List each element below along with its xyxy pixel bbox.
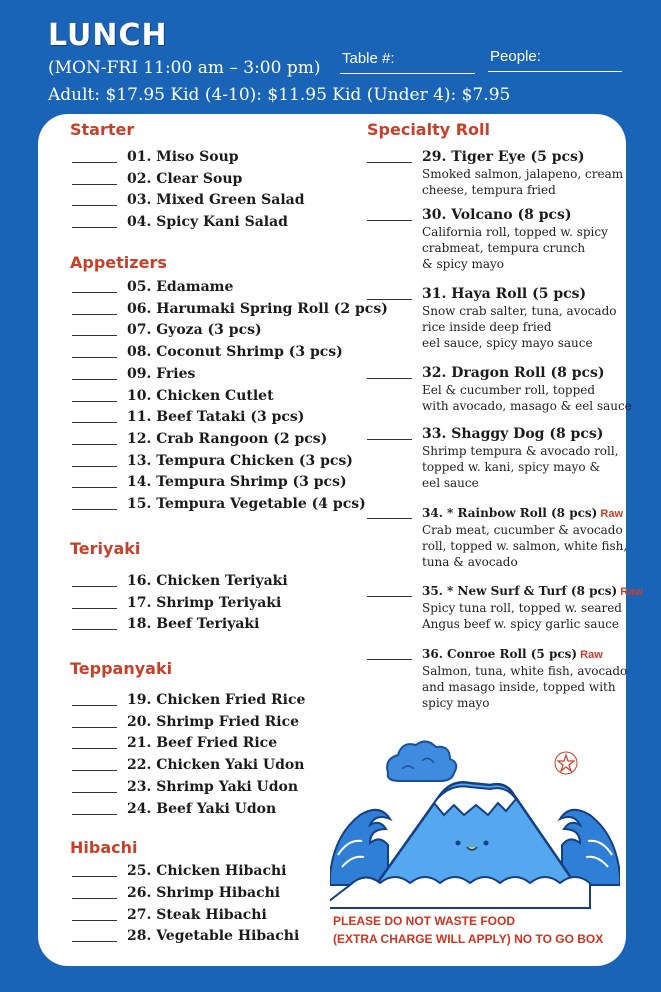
quantity-blank[interactable] xyxy=(72,814,117,815)
quantity-blank[interactable] xyxy=(72,898,117,899)
menu-item xyxy=(72,453,353,469)
menu-item-label: 03. Mixed Green Salad xyxy=(127,192,305,209)
cloud-icon xyxy=(387,741,456,781)
menu-item xyxy=(72,885,280,901)
specialty-roll-item xyxy=(367,365,632,414)
quantity-blank[interactable] xyxy=(72,227,117,228)
people-count-field[interactable]: People: xyxy=(488,48,622,72)
quantity-blank[interactable] xyxy=(72,770,117,771)
menu-item-label: 17. Shrimp Teriyaki xyxy=(127,594,282,611)
specialty-roll-label: 31. Haya Roll (5 pcs) xyxy=(422,286,587,302)
quantity-blank[interactable] xyxy=(72,941,117,942)
quantity-blank[interactable] xyxy=(72,586,117,587)
menu-item-label: 22. Chicken Yaki Udon xyxy=(127,757,305,774)
menu-prices: Adult: $17.95 Kid (4-10): $11.95 Kid (Under 4): $7.95 xyxy=(48,85,511,105)
specialty-roll-description: Smoked salmon, jalapeno, cream cheese, tempura fried xyxy=(422,167,624,197)
specialty-roll-name xyxy=(367,583,643,599)
quantity-blank[interactable] xyxy=(72,727,117,728)
menu-item xyxy=(72,714,299,730)
menu-item-label: 04. Spicy Kani Salad xyxy=(127,213,288,230)
specialty-roll-name xyxy=(367,286,617,302)
menu-item-label: 01. Miso Soup xyxy=(127,149,239,165)
quantity-blank[interactable] xyxy=(72,184,117,185)
quantity-blank[interactable] xyxy=(367,299,412,300)
menu-item xyxy=(72,757,304,773)
raw-badge: Raw xyxy=(617,586,643,598)
section-teriyaki-title: Teriyaki xyxy=(70,539,141,558)
quantity-blank[interactable] xyxy=(72,357,117,358)
specialty-roll-item xyxy=(367,505,627,570)
specialty-roll-description: Spicy tuna roll, topped w. seared Angus beef w. spicy garlic sauce xyxy=(422,601,622,631)
menu-item-label: 11. Beef Tataki (3 pcs) xyxy=(127,409,305,426)
raw-badge: Raw xyxy=(597,508,624,520)
specialty-roll-name xyxy=(367,149,623,165)
specialty-roll-item xyxy=(367,207,608,272)
menu-item-label: 23. Shrimp Yaki Udon xyxy=(127,778,299,795)
mountain-icon xyxy=(376,782,576,885)
menu-item xyxy=(72,171,242,187)
specialty-roll-name xyxy=(367,505,627,521)
quantity-blank[interactable] xyxy=(72,608,117,609)
quantity-blank[interactable] xyxy=(72,444,117,445)
specialty-roll-description: Eel & cucumber roll, topped with avocado, masago & eel sauce xyxy=(422,383,632,413)
quantity-blank[interactable] xyxy=(367,220,412,221)
flower-icon xyxy=(555,752,577,774)
quantity-blank[interactable] xyxy=(72,466,117,467)
menu-item xyxy=(72,388,274,404)
quantity-blank[interactable] xyxy=(72,629,117,630)
menu-item xyxy=(72,496,366,512)
menu-hours: (MON-FRI 11:00 am – 3:00 pm) xyxy=(48,58,321,78)
specialty-roll-description: California roll, topped w. spicy crabmeat, tempura crunch & spicy mayo xyxy=(422,225,608,271)
specialty-roll-item xyxy=(367,426,619,491)
foam-icon xyxy=(330,877,590,908)
menu-item-label: 05. Edamame xyxy=(127,279,234,295)
quantity-blank[interactable] xyxy=(367,378,412,379)
menu-item xyxy=(72,616,259,632)
specialty-roll-label: 35. * New Surf & Turf (8 pcs) xyxy=(422,584,618,598)
quantity-blank[interactable] xyxy=(72,705,117,706)
menu-item xyxy=(72,301,388,317)
quantity-blank[interactable] xyxy=(367,439,412,440)
mountain-wave-illustration xyxy=(330,735,620,910)
menu-item-label: 26. Shrimp Hibachi xyxy=(127,884,281,901)
specialty-roll-name xyxy=(367,646,627,662)
specialty-roll-label: 36. Conroe Roll (5 pcs) xyxy=(422,647,578,661)
menu-item-label: 09. Fries xyxy=(127,365,196,382)
menu-item-label: 15. Tempura Vegetable (4 pcs) xyxy=(127,496,366,512)
menu-item-label: 28. Vegetable Hibachi xyxy=(127,928,300,945)
quantity-blank[interactable] xyxy=(72,314,117,315)
menu-item xyxy=(72,322,262,338)
quantity-blank[interactable] xyxy=(72,292,117,293)
menu-item-label: 06. Harumaki Spring Roll (2 pcs) xyxy=(127,300,388,317)
specialty-roll-item xyxy=(367,149,623,198)
menu-item xyxy=(72,149,239,165)
quantity-blank[interactable] xyxy=(72,379,117,380)
menu-item xyxy=(72,279,233,295)
menu-item xyxy=(72,735,277,751)
specialty-roll-item xyxy=(367,583,643,632)
specialty-roll-label: 33. Shaggy Dog (8 pcs) xyxy=(422,426,604,442)
warning-line-1: PLEASE DO NOT WASTE FOOD xyxy=(333,914,516,928)
quantity-blank[interactable] xyxy=(367,596,412,597)
menu-item xyxy=(72,907,267,923)
menu-item xyxy=(72,928,299,944)
menu-item-label: 18. Beef Teriyaki xyxy=(127,616,260,633)
menu-item xyxy=(72,474,347,490)
menu-item-label: 24. Beef Yaki Udon xyxy=(127,800,277,817)
menu-item-label: 21. Beef Fried Rice xyxy=(127,735,278,752)
section-teppanyaki-title: Teppanyaki xyxy=(70,659,173,678)
specialty-roll-name xyxy=(367,207,608,223)
quantity-blank[interactable] xyxy=(72,487,117,488)
menu-item-label: 02. Clear Soup xyxy=(127,170,243,187)
quantity-blank[interactable] xyxy=(72,748,117,749)
quantity-blank[interactable] xyxy=(72,920,117,921)
menu-item-label: 10. Chicken Cutlet xyxy=(127,387,274,404)
quantity-blank[interactable] xyxy=(72,205,117,206)
quantity-blank[interactable] xyxy=(72,335,117,336)
wave-left-icon xyxy=(330,810,390,885)
menu-item xyxy=(72,863,286,879)
specialty-roll-description: Snow crab salter, tuna, avocado rice inside deep fried eel sauce, spicy mayo sauce xyxy=(422,304,617,350)
specialty-roll-label: 34. * Rainbow Roll (8 pcs) xyxy=(422,506,598,520)
menu-item-label: 08. Coconut Shrimp (3 pcs) xyxy=(127,344,343,361)
specialty-roll-label: 29. Tiger Eye (5 pcs) xyxy=(422,149,585,165)
menu-item-label: 12. Crab Rangoon (2 pcs) xyxy=(127,430,328,447)
menu-item xyxy=(72,573,288,589)
specialty-roll-description: Salmon, tuna, white fish, avocado and masago inside, topped with spicy mayo xyxy=(422,664,628,710)
quantity-blank[interactable] xyxy=(367,162,412,163)
section-specialty-title: Specialty Roll xyxy=(367,120,491,139)
raw-badge: Raw xyxy=(577,649,603,661)
menu-item-label: 16. Chicken Teriyaki xyxy=(127,573,288,589)
specialty-roll-description: Crab meat, cucumber & avocado roll, topped w. salmon, white fish, tuna & avocado xyxy=(422,523,628,569)
section-starter-title: Starter xyxy=(70,120,135,139)
menu-item-label: 27. Steak Hibachi xyxy=(127,906,267,923)
quantity-blank[interactable] xyxy=(72,401,117,402)
quantity-blank[interactable] xyxy=(72,162,117,163)
quantity-blank[interactable] xyxy=(72,509,117,510)
quantity-blank[interactable] xyxy=(72,792,117,793)
menu-item xyxy=(72,692,305,708)
section-appetizers-title: Appetizers xyxy=(70,253,167,272)
warning-line-2: (EXTRA CHARGE WILL APPLY) NO TO GO BOX xyxy=(333,932,604,946)
quantity-blank[interactable] xyxy=(72,876,117,877)
menu-item-label: 20. Shrimp Fried Rice xyxy=(127,713,300,730)
menu-item xyxy=(72,409,304,425)
menu-item-label: 07. Gyoza (3 pcs) xyxy=(127,322,262,339)
menu-item xyxy=(72,366,195,382)
quantity-blank[interactable] xyxy=(367,518,412,519)
specialty-roll-label: 32. Dragon Roll (8 pcs) xyxy=(422,365,605,381)
section-hibachi-title: Hibachi xyxy=(70,838,138,857)
specialty-roll-item xyxy=(367,646,627,711)
specialty-roll-name xyxy=(367,426,619,442)
menu-item-label: 13. Tempura Chicken (3 pcs) xyxy=(127,452,353,469)
warning-note xyxy=(333,912,603,948)
table-number-field[interactable]: Table #: xyxy=(340,50,475,74)
menu-item-label: 14. Tempura Shrimp (3 pcs) xyxy=(127,474,347,491)
specialty-roll-item xyxy=(367,286,617,351)
menu-item xyxy=(72,595,281,611)
menu-item-label: 25. Chicken Hibachi xyxy=(127,863,287,879)
specialty-roll-label: 30. Volcano (8 pcs) xyxy=(422,207,572,223)
specialty-roll-name xyxy=(367,365,632,381)
menu-item xyxy=(72,431,327,447)
menu-title: LUNCH xyxy=(48,18,168,53)
menu-item xyxy=(72,344,343,360)
menu-item-label: 19. Chicken Fried Rice xyxy=(127,692,306,708)
quantity-blank[interactable] xyxy=(72,422,117,423)
menu-item xyxy=(72,801,276,817)
specialty-roll-description: Shrimp tempura & avocado roll, topped w. kani, spicy mayo & eel sauce xyxy=(422,444,619,490)
quantity-blank[interactable] xyxy=(367,659,412,660)
menu-item xyxy=(72,214,288,230)
menu-item xyxy=(72,779,298,795)
menu-item xyxy=(72,192,305,208)
